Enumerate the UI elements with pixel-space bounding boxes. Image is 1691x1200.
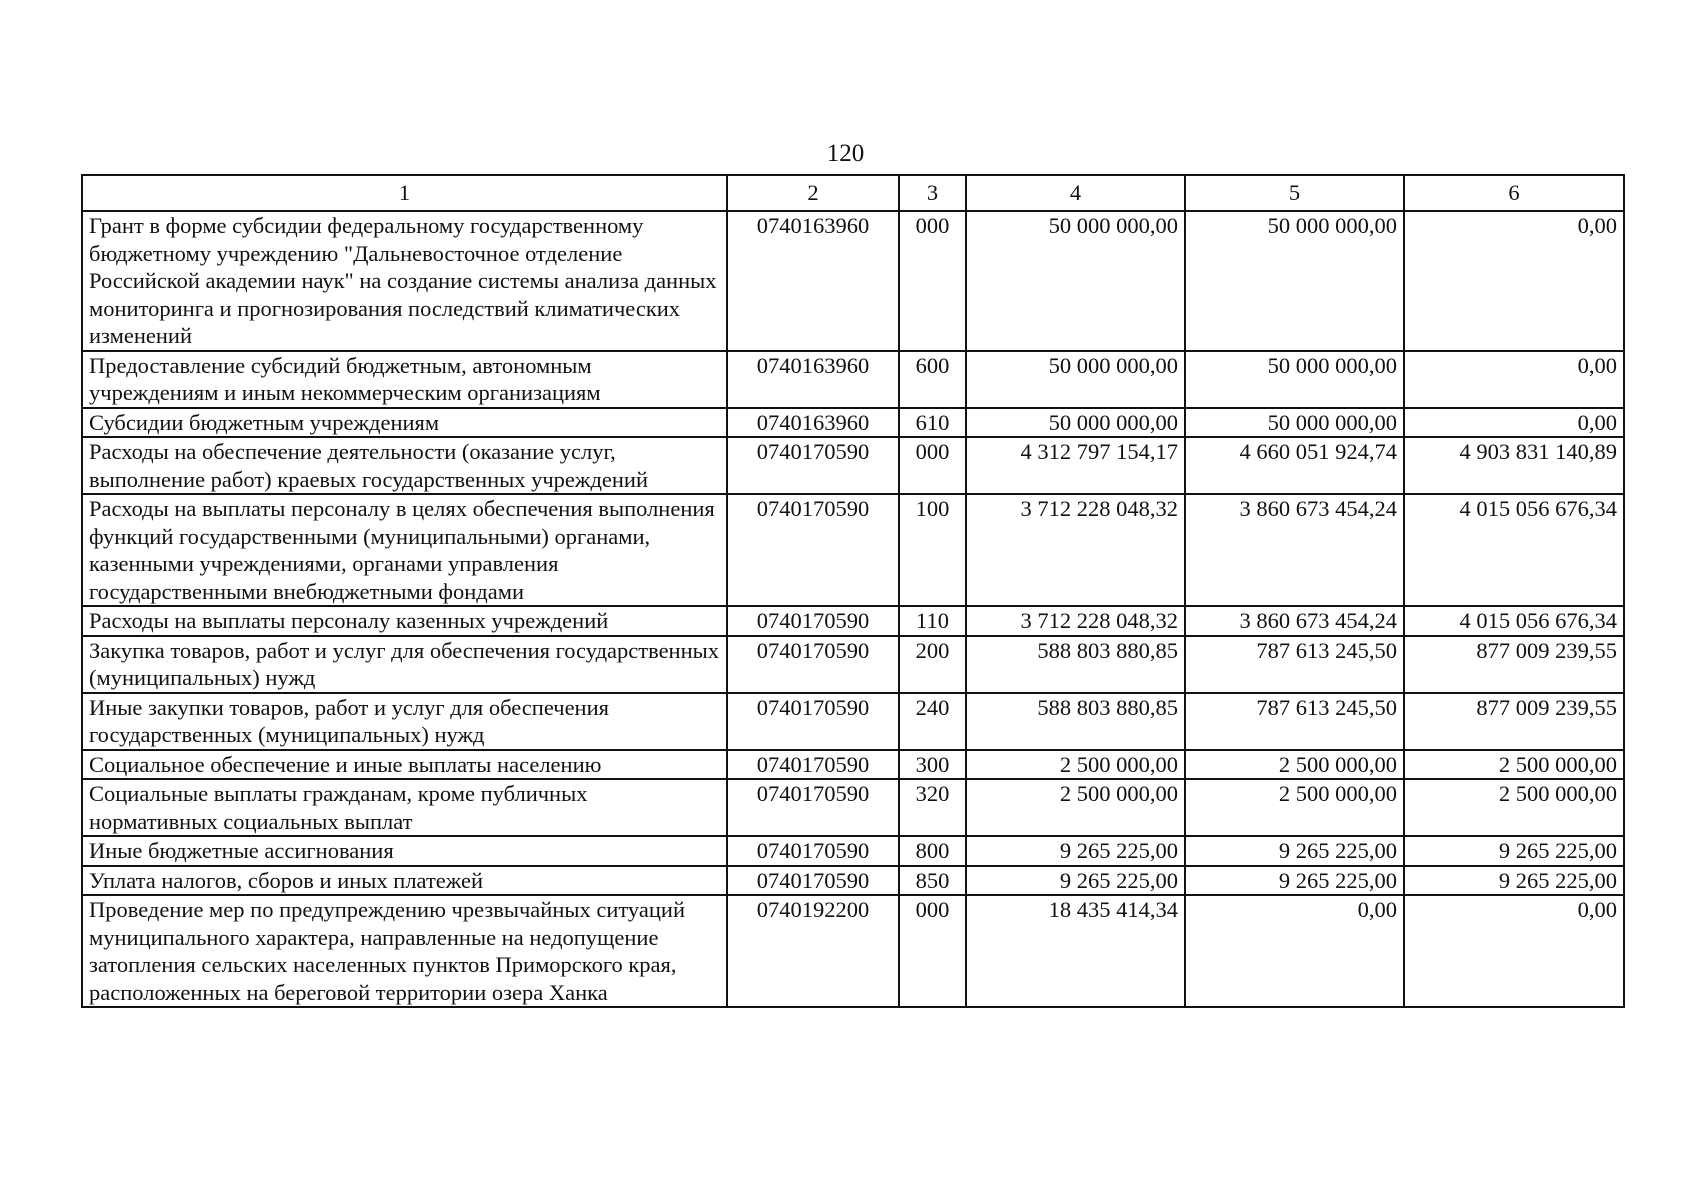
row-name: Закупка товаров, работ и услуг для обеспечения государственных (муниципальных) нужд	[82, 636, 727, 693]
row-amount-6: 9 265 225,00	[1404, 836, 1624, 866]
row-name: Иные закупки товаров, работ и услуг для обеспечения государственных (муниципальных) нужд	[82, 693, 727, 750]
row-code: 0740163960	[727, 351, 899, 408]
row-amount-6: 2 500 000,00	[1404, 750, 1624, 780]
row-code: 0740170590	[727, 836, 899, 866]
row-code: 0740170590	[727, 437, 899, 494]
row-amount-6: 4 015 056 676,34	[1404, 494, 1624, 606]
row-amount-6: 2 500 000,00	[1404, 779, 1624, 836]
row-type: 300	[899, 750, 966, 780]
row-amount-4: 9 265 225,00	[966, 836, 1185, 866]
row-name: Расходы на выплаты персоналу казенных учреждений	[82, 606, 727, 636]
column-header-5: 5	[1185, 175, 1404, 211]
row-type: 000	[899, 437, 966, 494]
row-amount-5: 3 860 673 454,24	[1185, 606, 1404, 636]
row-code: 0740170590	[727, 606, 899, 636]
row-name: Социальные выплаты гражданам, кроме публичных нормативных социальных выплат	[82, 779, 727, 836]
row-amount-5: 2 500 000,00	[1185, 750, 1404, 780]
row-amount-5: 9 265 225,00	[1185, 866, 1404, 896]
row-type: 800	[899, 836, 966, 866]
row-amount-5: 787 613 245,50	[1185, 693, 1404, 750]
row-code: 0740192200	[727, 895, 899, 1007]
column-header-2: 2	[727, 175, 899, 211]
row-type: 110	[899, 606, 966, 636]
row-amount-6: 4 015 056 676,34	[1404, 606, 1624, 636]
table-row	[82, 437, 1624, 494]
row-amount-4: 18 435 414,34	[966, 895, 1185, 1007]
table-row	[82, 408, 1624, 438]
row-amount-5: 50 000 000,00	[1185, 351, 1404, 408]
row-amount-4: 2 500 000,00	[966, 779, 1185, 836]
budget-table	[81, 174, 1625, 1008]
row-amount-6: 0,00	[1404, 895, 1624, 1007]
table-row	[82, 895, 1624, 1007]
row-amount-4: 3 712 228 048,32	[966, 606, 1185, 636]
table-row	[82, 836, 1624, 866]
table-row	[82, 351, 1624, 408]
table-row	[82, 750, 1624, 780]
row-name: Расходы на выплаты персоналу в целях обеспечения выполнения функций государственными (муниципальными) органами, казенными учреждениями, органами управления государственными внебюджетными фондами	[82, 494, 727, 606]
row-amount-4: 50 000 000,00	[966, 408, 1185, 438]
column-header-3: 3	[899, 175, 966, 211]
row-amount-6: 0,00	[1404, 211, 1624, 351]
row-type: 000	[899, 895, 966, 1007]
column-header-1: 1	[82, 175, 727, 211]
row-code: 0740170590	[727, 494, 899, 606]
row-code: 0740170590	[727, 866, 899, 896]
row-name: Уплата налогов, сборов и иных платежей	[82, 866, 727, 896]
row-name: Иные бюджетные ассигнования	[82, 836, 727, 866]
table-row	[82, 211, 1624, 351]
row-name: Расходы на обеспечение деятельности (оказание услуг, выполнение работ) краевых государственных учреждений	[82, 437, 727, 494]
row-amount-4: 50 000 000,00	[966, 211, 1185, 351]
row-code: 0740170590	[727, 750, 899, 780]
row-type: 320	[899, 779, 966, 836]
row-amount-5: 3 860 673 454,24	[1185, 494, 1404, 606]
row-name: Субсидии бюджетным учреждениям	[82, 408, 727, 438]
table-row	[82, 866, 1624, 896]
row-amount-4: 9 265 225,00	[966, 866, 1185, 896]
row-amount-6: 0,00	[1404, 351, 1624, 408]
row-type: 850	[899, 866, 966, 896]
row-amount-5: 4 660 051 924,74	[1185, 437, 1404, 494]
table-row	[82, 636, 1624, 693]
row-amount-4: 50 000 000,00	[966, 351, 1185, 408]
row-type: 600	[899, 351, 966, 408]
row-code: 0740163960	[727, 408, 899, 438]
page-number: 120	[826, 140, 865, 167]
row-code: 0740170590	[727, 636, 899, 693]
row-amount-4: 588 803 880,85	[966, 636, 1185, 693]
header-row	[82, 175, 1624, 211]
row-type: 610	[899, 408, 966, 438]
row-type: 000	[899, 211, 966, 351]
row-name: Социальное обеспечение и иные выплаты населению	[82, 750, 727, 780]
row-amount-4: 3 712 228 048,32	[966, 494, 1185, 606]
column-header-4: 4	[966, 175, 1185, 211]
row-type: 240	[899, 693, 966, 750]
table-row	[82, 494, 1624, 606]
row-amount-5: 2 500 000,00	[1185, 779, 1404, 836]
row-code: 0740170590	[727, 693, 899, 750]
row-amount-5: 787 613 245,50	[1185, 636, 1404, 693]
row-amount-5: 0,00	[1185, 895, 1404, 1007]
table-row	[82, 693, 1624, 750]
row-amount-6: 877 009 239,55	[1404, 636, 1624, 693]
row-type: 200	[899, 636, 966, 693]
row-amount-6: 4 903 831 140,89	[1404, 437, 1624, 494]
row-amount-6: 0,00	[1404, 408, 1624, 438]
column-header-6: 6	[1404, 175, 1624, 211]
table-row	[82, 606, 1624, 636]
row-amount-5: 9 265 225,00	[1185, 836, 1404, 866]
table-row	[82, 779, 1624, 836]
row-code: 0740170590	[727, 779, 899, 836]
row-amount-5: 50 000 000,00	[1185, 211, 1404, 351]
row-amount-4: 4 312 797 154,17	[966, 437, 1185, 494]
row-amount-5: 50 000 000,00	[1185, 408, 1404, 438]
row-name: Проведение мер по предупреждению чрезвычайных ситуаций муниципального характера, направленные на недопущение затопления сельских населенных пунктов Приморского края, расположенных на береговой территории озера Ханка	[82, 895, 727, 1007]
row-amount-6: 9 265 225,00	[1404, 866, 1624, 896]
row-amount-6: 877 009 239,55	[1404, 693, 1624, 750]
row-name: Предоставление субсидий бюджетным, автономным учреждениям и иным некоммерческим организациям	[82, 351, 727, 408]
row-code: 0740163960	[727, 211, 899, 351]
row-amount-4: 2 500 000,00	[966, 750, 1185, 780]
row-name: Грант в форме субсидии федеральному государственному бюджетному учреждению "Дальневосточное отделение Российской академии наук" на создание системы анализа данных мониторинга и прогнозирования последствий климатических изменений	[82, 211, 727, 351]
row-amount-4: 588 803 880,85	[966, 693, 1185, 750]
row-type: 100	[899, 494, 966, 606]
